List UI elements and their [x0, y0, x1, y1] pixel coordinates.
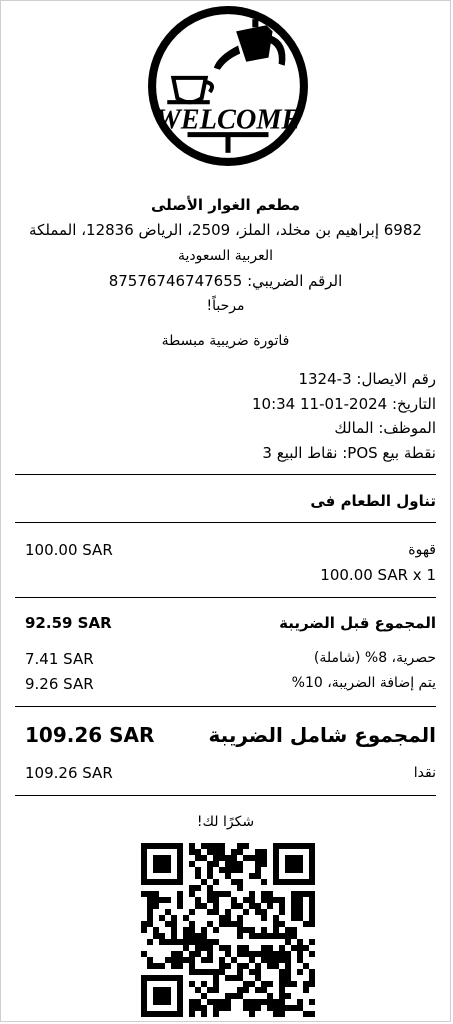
divider: [15, 597, 436, 598]
grand-total-label: المجموع شامل الضريبة: [208, 723, 436, 747]
subtotal-label: المجموع قبل الضريبة: [279, 614, 436, 632]
store-address-line1: 6982 إبراهيم بن مخلد، الملز، 2509، الرياض 12836، المملكة: [29, 221, 422, 239]
receipt-number: رقم الايصال: 3-1324: [298, 370, 436, 388]
item-qty-text: 100.00 SAR x 1: [320, 566, 436, 584]
tax-inclusive-value: 7.41 SAR: [25, 650, 94, 668]
item-amount: 100.00 SAR: [25, 541, 113, 559]
thank-you: شكرًا لك!: [196, 814, 255, 830]
qr-code: [141, 843, 315, 1017]
store-name: مطعم الغوار الأصلى: [150, 196, 301, 214]
employee: الموظف: المالك: [334, 419, 436, 437]
subtotal-value: 92.59 SAR: [25, 614, 112, 632]
tax-inclusive-label: حصرية، 8% (شاملة): [313, 650, 436, 666]
tax-added-value: 9.26 SAR: [25, 675, 94, 693]
invoice-type: فاتورة ضريبية مبسطة: [161, 333, 290, 349]
tax-added-label: يتم إضافة الضريبة، 10%: [291, 675, 436, 691]
grand-total-value: 109.26 SAR: [25, 723, 155, 747]
logo-text: WELCOME: [155, 104, 301, 136]
vat-number: الرقم الضريبي: 87576746747655: [108, 272, 343, 290]
greeting: مرحباً!: [206, 298, 245, 314]
divider: [15, 795, 436, 796]
payment-method: نقدا: [413, 765, 436, 781]
item-name: قهوة: [408, 542, 436, 558]
receipt-date: التاريخ: 2024-01-11 10:34: [252, 395, 436, 413]
store-address-line2: العربية السعودية: [178, 248, 273, 264]
welcome-logo: [147, 5, 309, 167]
pos-terminal: نقطة بيع POS: نقاط البيع 3: [262, 444, 436, 462]
divider: [15, 522, 436, 523]
order-type: تناول الطعام فى: [310, 492, 436, 510]
divider: [15, 706, 436, 707]
payment-amount: 109.26 SAR: [25, 764, 113, 782]
item-qty-line: [320, 566, 436, 584]
divider: [15, 474, 436, 475]
